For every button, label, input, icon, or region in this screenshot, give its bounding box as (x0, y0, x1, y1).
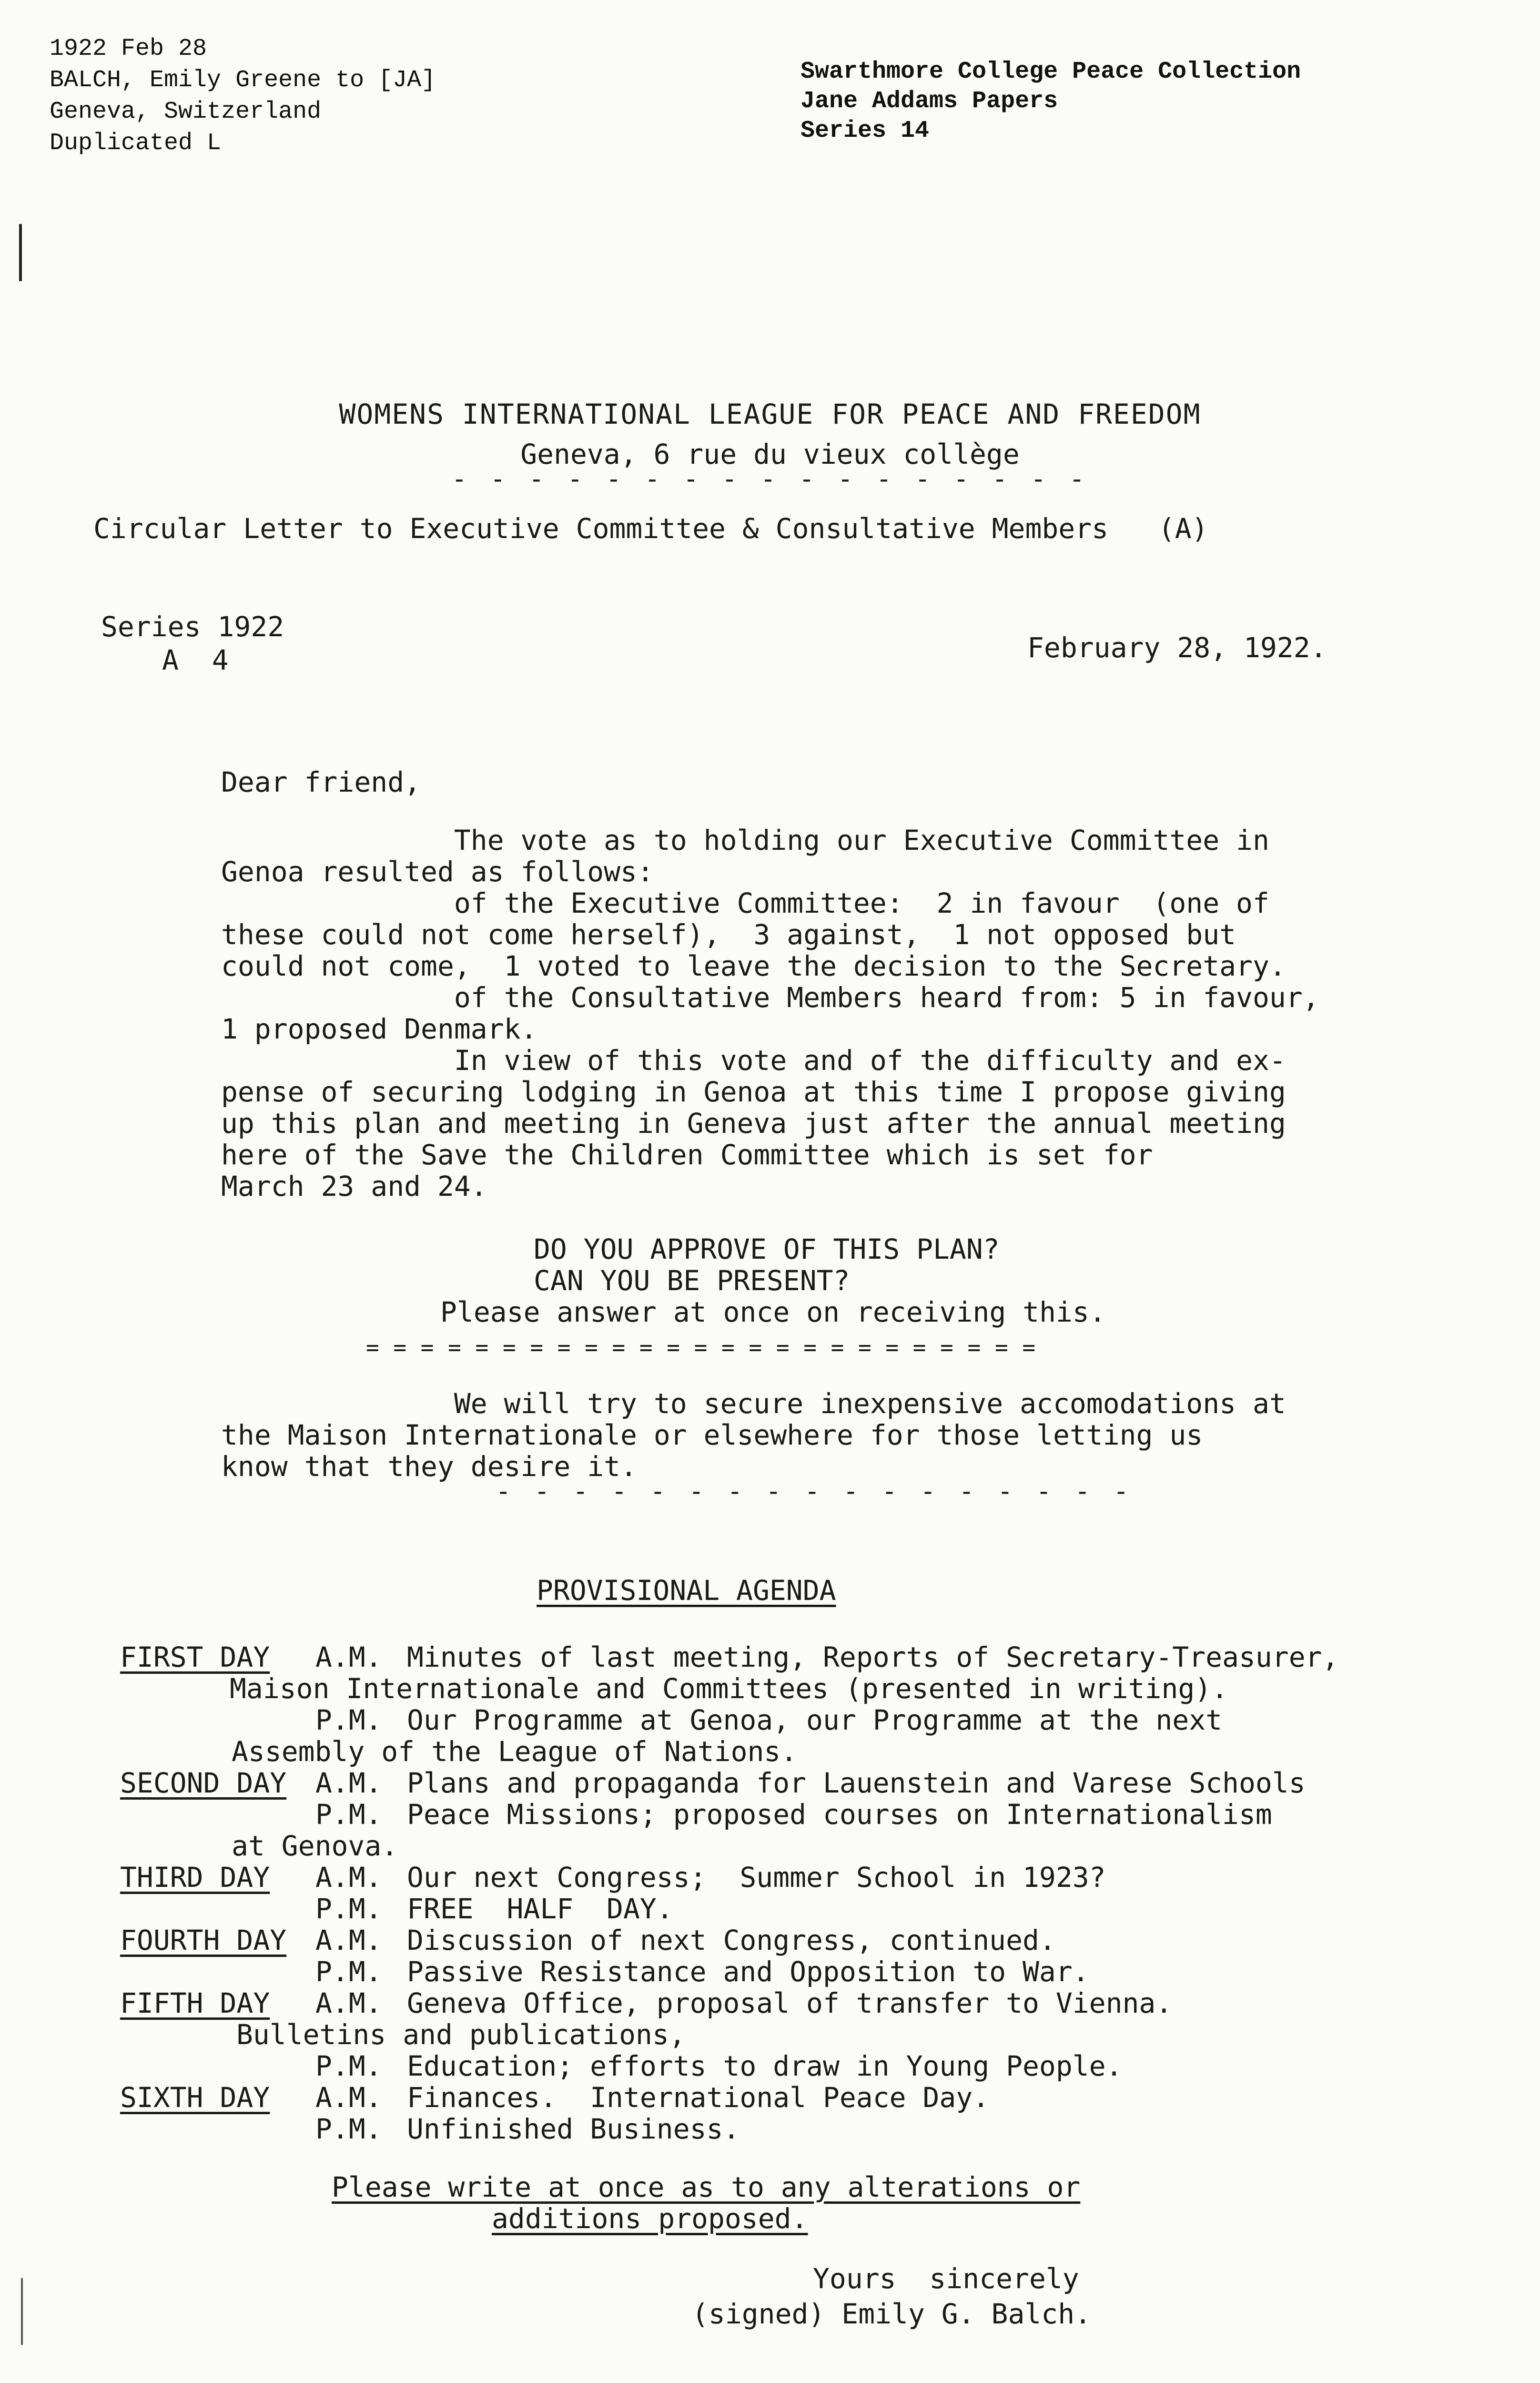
letter-date: February 28, 1922. (1027, 631, 1327, 664)
agenda-slot: P.M. (315, 2113, 382, 2145)
answer-request: Please answer at once on receiving this. (440, 1296, 1106, 1328)
agenda-row (230, 1673, 1228, 1704)
agenda-slot: P.M. (315, 1893, 382, 1925)
agenda-text: Finances. International Peace Day. (407, 2081, 990, 2114)
body-line: of the Executive Committee: 2 in favour (one of (221, 887, 1269, 919)
body-line: here of the Save the Children Committee which is set for (221, 1139, 1153, 1171)
accommodation-rule: - - - - - - - - - - - - - - - - - (496, 1476, 1133, 1506)
margin-mark-bottom (21, 2278, 23, 2345)
agenda-row (120, 2082, 989, 2113)
agenda-row (120, 1767, 1306, 1799)
agenda-row (120, 1987, 1172, 2019)
agenda-row (315, 2050, 1123, 2082)
agenda-title: PROVISIONAL AGENDA (537, 1574, 836, 1607)
agenda-row (120, 1862, 1106, 1893)
agenda-slot: P.M. (315, 2050, 382, 2082)
agenda-text: Bulletins and publications, (236, 2018, 686, 2051)
accommodation-line: know that they desire it. (221, 1450, 637, 1483)
archive-author: BALCH, Emily Greene to [JA] (50, 67, 436, 94)
agenda-row (315, 1893, 673, 1925)
agenda-text: Plans and propaganda for Lauenstein and Varese Schools (407, 1767, 1306, 1799)
body-line: these could not come herself), 3 against, 1 not opposed but (221, 918, 1236, 951)
body-line: The vote as to holding our Executive Committee in (221, 824, 1269, 856)
body-line: up this plan and meeting in Geneva just after the annual meeting (221, 1107, 1286, 1140)
agenda-slot: A.M. (315, 1987, 382, 2019)
accommodation-line: We will try to secure inexpensive accomodations at (221, 1387, 1286, 1420)
body-line: pense of securing lodging in Genoa at this time I propose giving (221, 1076, 1286, 1108)
double-rule: = = = = = = = = = = = = = = = = = = = = = = = = = (366, 1334, 1036, 1360)
salutation: Dear friend, (221, 766, 421, 798)
question-present: CAN YOU BE PRESENT? (534, 1264, 850, 1297)
agenda-row (315, 2113, 740, 2145)
agenda-slot: A.M. (315, 1924, 382, 1956)
agenda-day: FIFTH DAY (120, 1987, 270, 2019)
margin-mark-top (19, 224, 22, 281)
accommodation-line: the Maison Internationale or elsewhere for those letting us (221, 1419, 1203, 1451)
letterhead-address: Geneva, 6 rue du vieux collège (520, 438, 1020, 470)
agenda-text: Discussion of next Congress, continued. (407, 1924, 1056, 1956)
agenda-row (315, 1799, 1272, 1830)
agenda-text: Assembly of the League of Nations. (232, 1735, 798, 1768)
closing-request-line1: Please write at once as to any alterations or (332, 2171, 1081, 2203)
agenda-slot: A.M. (315, 1767, 382, 1799)
archive-type: Duplicated L (50, 130, 222, 157)
collection-name: Swarthmore College Peace Collection (800, 58, 1301, 85)
archive-date: 1922 Feb 28 (50, 35, 207, 62)
agenda-slot: P.M. (315, 1955, 382, 1988)
agenda-text: Our next Congress; Summer School in 1923? (407, 1861, 1106, 1894)
agenda-slot: A.M. (315, 2081, 382, 2114)
body-line: Genoa resulted as follows: (221, 855, 654, 888)
body-line: could not come, 1 voted to leave the decision to the Secretary. (221, 950, 1286, 982)
agenda-text: Education; efforts to draw in Young People. (407, 2050, 1123, 2082)
letterhead-org: WOMENS INTERNATIONAL LEAGUE FOR PEACE AND FREEDOM (339, 398, 1201, 430)
agenda-text: Peace Missions; proposed courses on Internationalism (407, 1798, 1272, 1831)
body-line: March 23 and 24. (221, 1170, 487, 1202)
agenda-text: Passive Resistance and Opposition to War. (407, 1955, 1089, 1988)
agenda-text: Minutes of last meeting, Reports of Secretary-Treasurer, (407, 1641, 1339, 1673)
agenda-row (236, 2019, 686, 2050)
agenda-day: SECOND DAY (120, 1767, 287, 1799)
agenda-slot: P.M. (315, 1798, 382, 1831)
series-number: A 4 (162, 644, 229, 676)
agenda-row (315, 1704, 1222, 1736)
body-line: In view of this vote and of the difficulty and ex- (221, 1044, 1286, 1077)
series-label: Series 1922 (101, 611, 284, 643)
agenda-slot: A.M. (315, 1861, 382, 1894)
agenda-day: SIXTH DAY (120, 2081, 270, 2114)
closing-request-line2: additions proposed. (492, 2202, 808, 2235)
body-line: of the Consultative Members heard from: 5 in favour, (221, 981, 1319, 1014)
signature: (signed) Emily G. Balch. (692, 2298, 1092, 2330)
agenda-row (120, 1641, 1338, 1673)
agenda-row (315, 1956, 1089, 1987)
closing-phrase: Yours sincerely (813, 2262, 1079, 2295)
agenda-slot: P.M. (315, 1704, 382, 1736)
agenda-text: Our Programme at Genoa, our Programme at the next (407, 1704, 1223, 1736)
question-approve: DO YOU APPROVE OF THIS PLAN? (534, 1233, 1000, 1265)
letterhead-subtitle: Circular Letter to Executive Committee & Consultative Members (A) (93, 512, 1208, 545)
letterhead-rule: - - - - - - - - - - - - - - - - - (451, 464, 1089, 494)
agenda-text: at Genova. (232, 1830, 398, 1862)
collection-series: Series 14 (800, 117, 930, 144)
agenda-text: Geneva Office, proposal of transfer to Vienna. (407, 1987, 1173, 2019)
collection-papers: Jane Addams Papers (800, 88, 1058, 115)
agenda-day: THIRD DAY (120, 1861, 270, 1894)
agenda-day: FIRST DAY (120, 1641, 270, 1673)
agenda-row (232, 1736, 797, 1767)
archive-place: Geneva, Switzerland (50, 98, 322, 125)
agenda-text: FREE HALF DAY. (407, 1893, 673, 1925)
agenda-text: Unfinished Business. (407, 2113, 740, 2145)
agenda-text: Maison Internationale and Committees (presented in writing). (230, 1672, 1228, 1705)
agenda-slot: A.M. (315, 1641, 382, 1673)
body-line: 1 proposed Denmark. (221, 1013, 537, 1045)
agenda-row (232, 1830, 398, 1862)
agenda-row (120, 1925, 1056, 1956)
agenda-day: FOURTH DAY (120, 1924, 287, 1956)
